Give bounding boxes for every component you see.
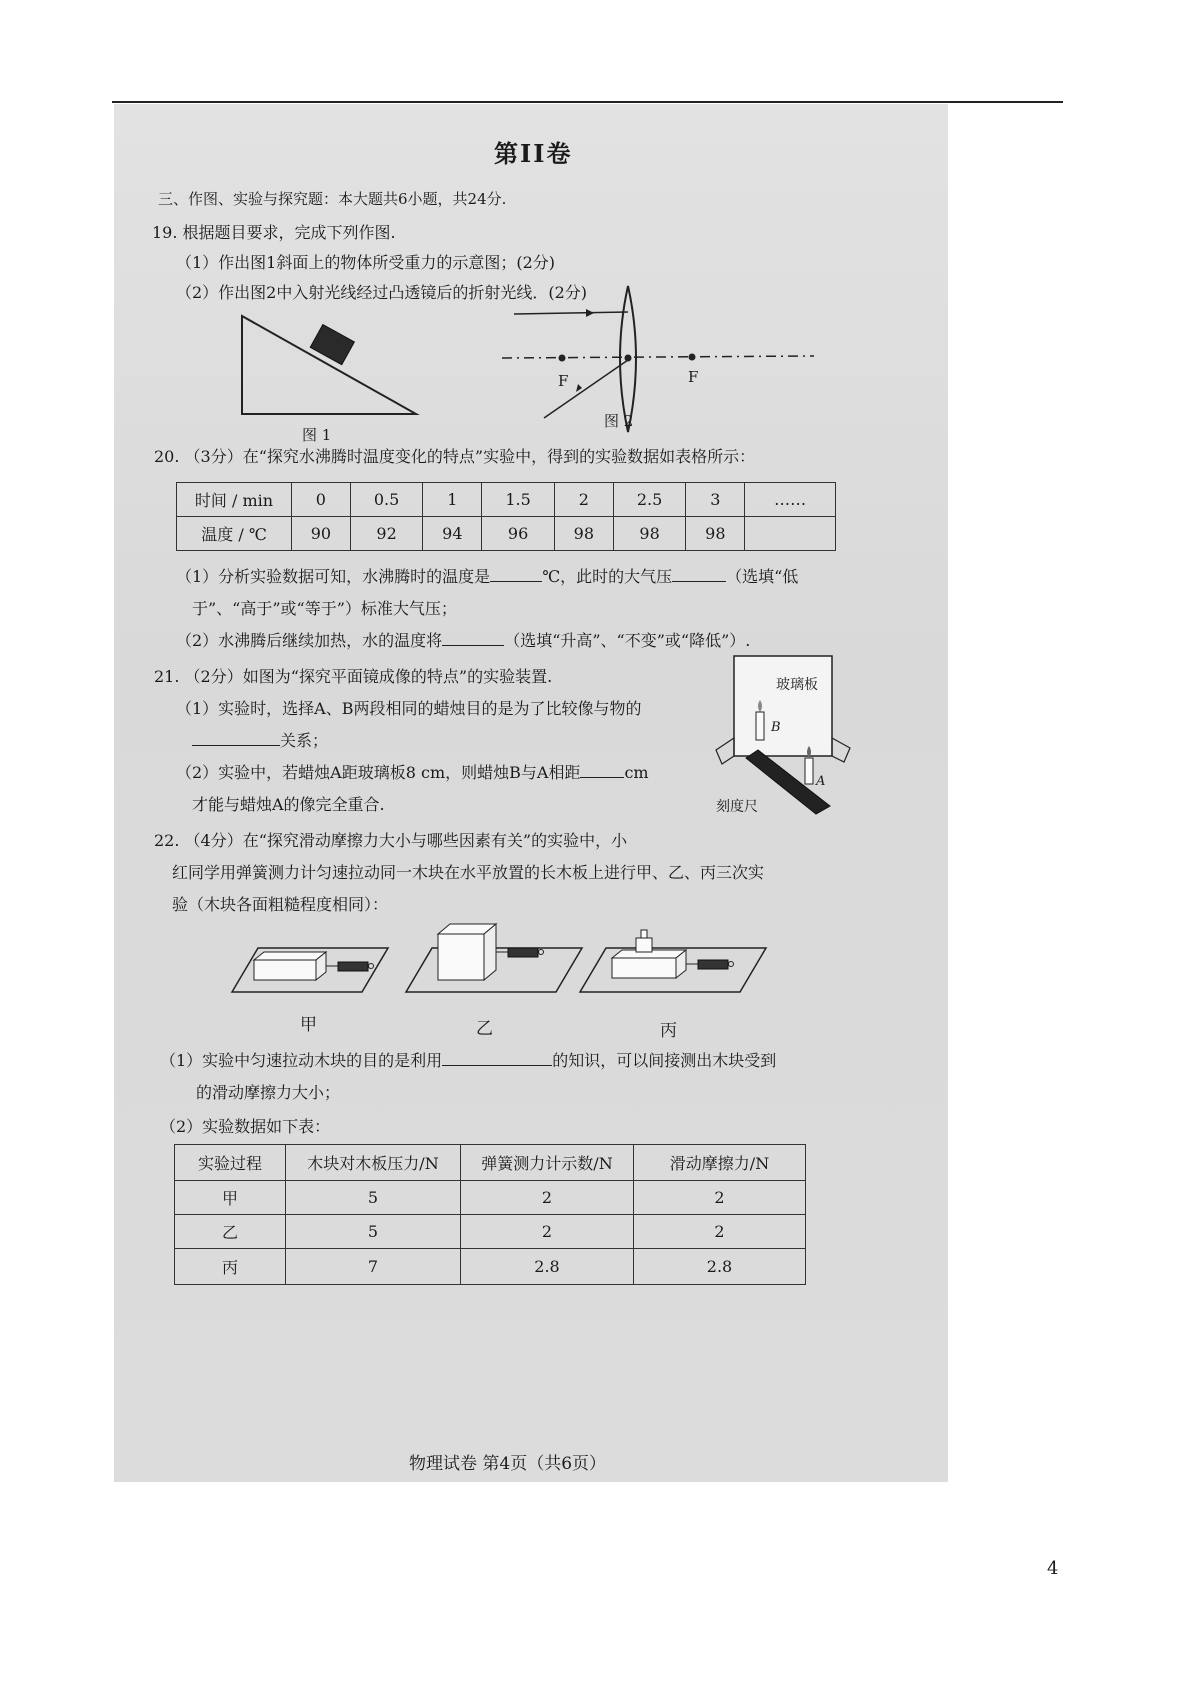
table-header: 温度 / ℃ [177, 517, 292, 551]
friction-figure-jia [230, 934, 390, 1004]
top-rule [112, 101, 1063, 103]
q21-p2-text-b: cm [624, 763, 649, 782]
table-cell: 92 [350, 517, 423, 551]
table-header: 弹簧测力计示数/N [461, 1145, 634, 1181]
q20-boiling-temp-blank[interactable] [490, 565, 542, 582]
table-header: 滑动摩擦力/N [634, 1145, 806, 1181]
table-cell: 2.5 [613, 483, 686, 517]
q21-p2-text-a: （2）实验中，若蜡烛A距玻璃板8 cm，则蜡烛B与A相距 [176, 763, 581, 782]
figure-1-incline [234, 310, 434, 420]
q21-relation-blank[interactable] [192, 729, 280, 746]
table-cell: 1.5 [482, 483, 555, 517]
q20-temp-change-blank[interactable] [442, 629, 504, 646]
table-cell: 丙 [175, 1249, 286, 1285]
label-ruler: 刻度尺 [716, 799, 758, 815]
q20-p1-text-c: （选填“低 [726, 567, 799, 586]
q19-part1: （1）作出图1斜面上的物体所受重力的示意图；(2分) [176, 253, 556, 272]
q19-part2: （2）作出图2中入射光线经过凸透镜后的折射光线．(2分) [176, 283, 588, 302]
table-cell: 98 [554, 517, 613, 551]
label-candle-a: A [816, 774, 826, 789]
q22-data-table [174, 1144, 806, 1285]
q22-stem-line3: 验（木块各面粗糙程度相同）： [172, 895, 389, 914]
label-candle-b: B [771, 720, 781, 735]
q21-part2-line2: 才能与蜡烛A的像完全重合. [192, 795, 385, 814]
table-header: 时间 / min [177, 483, 292, 517]
label-glass-plate: 玻璃板 [776, 677, 818, 693]
table-cell: 98 [613, 517, 686, 551]
table-cell: 2 [634, 1181, 806, 1215]
table-cell: 96 [482, 517, 555, 551]
q22-part1 [160, 1048, 776, 1071]
q22-part1-line2: 的滑动摩擦力大小； [196, 1083, 341, 1102]
table-cell: 0 [292, 483, 351, 517]
table-cell: 2 [554, 483, 613, 517]
q22-p1-text-b: 的知识，可以间接测出木块受到 [552, 1051, 777, 1070]
q20-part1-line2: 于”、“高于”或“等于”）标准大气压； [192, 599, 457, 618]
table-cell: 94 [423, 517, 482, 551]
table-cell: 5 [286, 1215, 461, 1249]
q22-p1-text-a: （1）实验中匀速拉动木块的目的是利用 [160, 1051, 443, 1070]
q20-p1-text-a: （1）分析实验数据可知，水沸腾时的温度是 [176, 567, 491, 586]
q20-data-table [176, 482, 836, 551]
table-cell: 5 [286, 1181, 461, 1215]
table-cell: 3 [686, 483, 745, 517]
table-cell: 0.5 [350, 483, 423, 517]
table-cell: 2.8 [634, 1249, 806, 1285]
table-cell: 2 [634, 1215, 806, 1249]
q19-stem: 19. 根据题目要求，完成下列作图. [152, 223, 396, 242]
q22-stem-line1: 22. （4分）在“探究滑动摩擦力大小与哪些因素有关”的实验中，小 [154, 831, 628, 850]
scanned-exam-page [114, 104, 948, 1482]
q20-stem: 20. （3分）在“探究水沸腾时温度变化的特点”实验中，得到的实验数据如表格所示： [154, 447, 756, 466]
q22-part2: （2）实验数据如下表： [160, 1117, 331, 1136]
q20-p2-text-b: （选填“升高”、“不变”或“降低”）. [504, 631, 751, 650]
table-cell: 1 [423, 483, 482, 517]
figure-2-lens [494, 284, 824, 444]
page-footer: 物理试卷 第4页（共6页） [409, 1454, 607, 1474]
q20-pressure-blank[interactable] [672, 565, 726, 582]
fig-label-jia: 甲 [300, 1015, 317, 1035]
q21-p1-text-b: 关系； [280, 731, 329, 750]
page-number: 4 [1047, 1558, 1059, 1579]
table-cell: 98 [686, 517, 745, 551]
friction-figure-yi [404, 912, 584, 1004]
q20-part2 [176, 628, 750, 651]
focus-label-left: F [558, 372, 569, 390]
fig-label-yi: 乙 [476, 1019, 493, 1039]
q22-knowledge-blank[interactable] [442, 1049, 552, 1066]
figure-2-caption: 图 2 [604, 412, 634, 430]
table-cell: 7 [286, 1249, 461, 1285]
table-cell [745, 517, 836, 551]
table-header: 实验过程 [175, 1145, 286, 1181]
volume-title: 第II卷 [494, 139, 573, 168]
q21-part1-line2 [192, 728, 328, 751]
q21-stem: 21. （2分）如图为“探究平面镜成像的特点”的实验装置. [154, 667, 553, 686]
q22-stem-line2: 红同学用弹簧测力计匀速拉动同一木块在水平放置的长木板上进行甲、乙、丙三次实 [172, 863, 765, 882]
focus-label-right: F [688, 368, 699, 386]
section-header: 三、作图、实验与探究题：本大题共6小题，共24分. [158, 190, 507, 208]
table-cell: 90 [292, 517, 351, 551]
fig-label-bing: 丙 [660, 1021, 677, 1041]
figure-1-caption: 图 1 [302, 426, 332, 444]
table-cell: 甲 [175, 1181, 286, 1215]
q20-p2-text-a: （2）水沸腾后继续加热，水的温度将 [176, 631, 443, 650]
q21-part2 [176, 760, 649, 783]
table-cell: 2 [461, 1215, 634, 1249]
table-cell: 乙 [175, 1215, 286, 1249]
q20-part1-line1 [176, 564, 798, 587]
table-header: 木块对木板压力/N [286, 1145, 461, 1181]
q21-distance-blank[interactable] [580, 761, 624, 778]
q20-p1-text-b: ℃，此时的大气压 [542, 567, 673, 586]
table-cell: 2.8 [461, 1249, 634, 1285]
table-cell: 2 [461, 1181, 634, 1215]
friction-figure-bing [578, 920, 768, 1004]
q21-part1: （1）实验时，选择A、B两段相同的蜡烛目的是为了比较像与物的 [176, 699, 642, 718]
table-cell: …… [745, 483, 836, 517]
